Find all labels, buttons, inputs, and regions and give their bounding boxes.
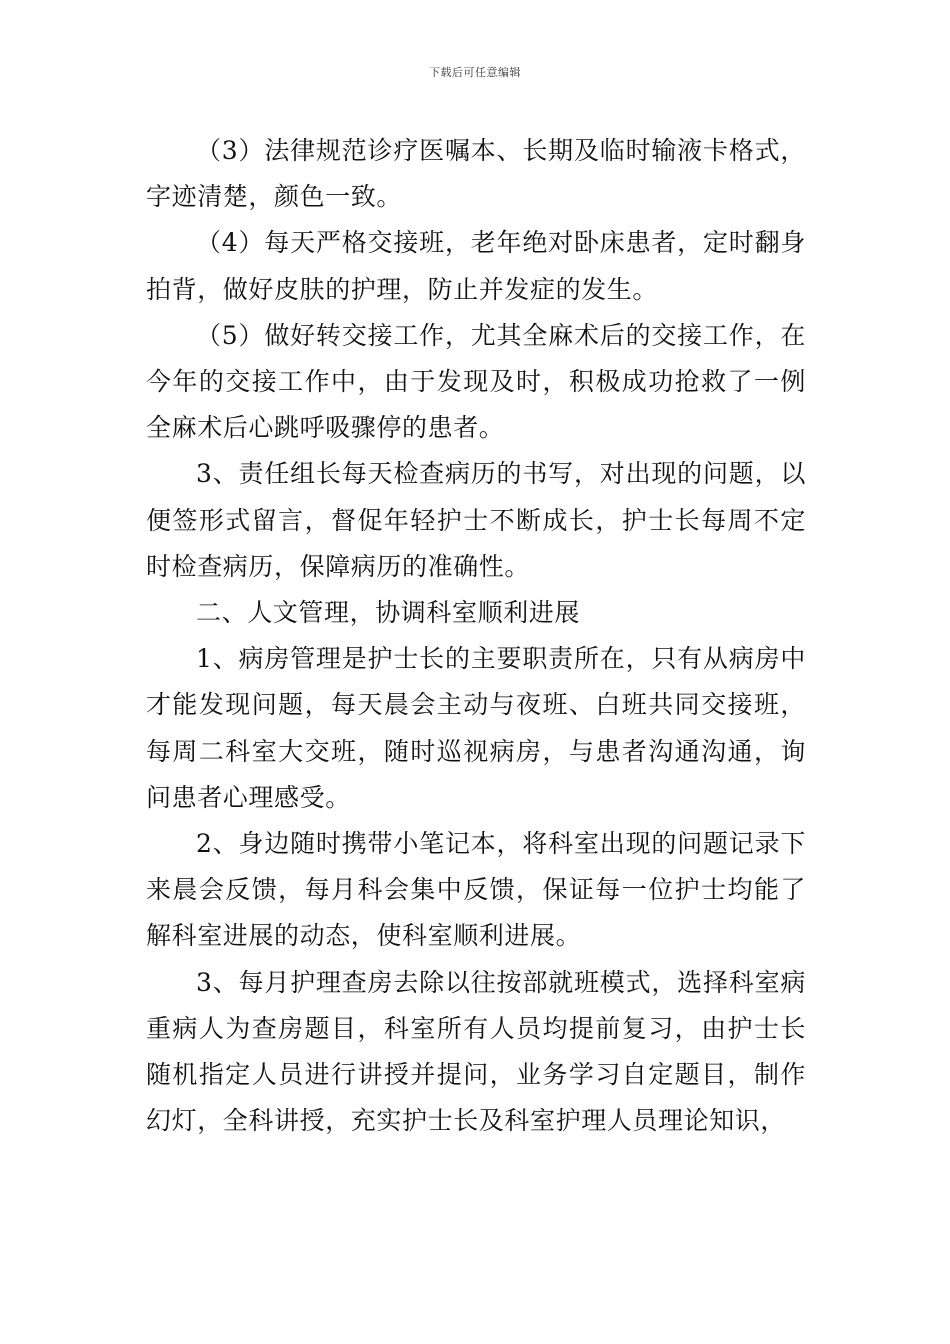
paragraph-ward-rounds: 3、每月护理查房去除以往按部就班模式，选择科室病重病人为查房题目，科室所有人员均提前复习，由护士长随机指定人员进行讲授并提问，业务学习自定题目，制作幻灯，全科讲授，充实护士长及科室护理人员理论知识， bbox=[146, 967, 806, 1136]
paragraph-notebook: 2、身边随时携带小笔记本，将科室出现的问题记录下来晨会反馈，每月科会集中反馈，保证每一位护士均能了解科室进展的动态，使科室顺利进展。 bbox=[146, 829, 806, 951]
paragraph-ward-management: 1、病房管理是护士长的主要职责所在，只有从病房中才能发现问题，每天晨会主动与夜班、白班共同交接班，每周二科室大交班，随时巡视病房，与患者沟通沟通，询问患者心理感受。 bbox=[146, 644, 806, 812]
paragraph-item-3-format: （3）法律规范诊疗医嘱本、长期及临时输液卡格式，字迹清楚，颜色一致。 bbox=[146, 136, 806, 212]
section-heading-humanistic-management: 二、人文管理，协调科室顺利进展 bbox=[196, 598, 581, 628]
paragraph-item-4-handover: （4）每天严格交接班，老年绝对卧床患者，定时翻身拍背，做好皮肤的护理，防止并发症的发生。 bbox=[146, 228, 806, 304]
document-body bbox=[146, 128, 806, 1144]
paragraph-record-check: 3、责任组长每天检查病历的书写，对出现的问题，以便签形式留言，督促年轻护士不断成长，护士长每周不定时检查病历，保障病历的准确性。 bbox=[146, 459, 806, 581]
paragraph-item-5-transfer: （5）做好转交接工作，尤其全麻术后的交接工作，在今年的交接工作中，由于发现及时，积极成功抢救了一例全麻术后心跳呼吸骤停的患者。 bbox=[146, 320, 806, 443]
page-header: 下载后可任意编辑 bbox=[429, 66, 521, 79]
